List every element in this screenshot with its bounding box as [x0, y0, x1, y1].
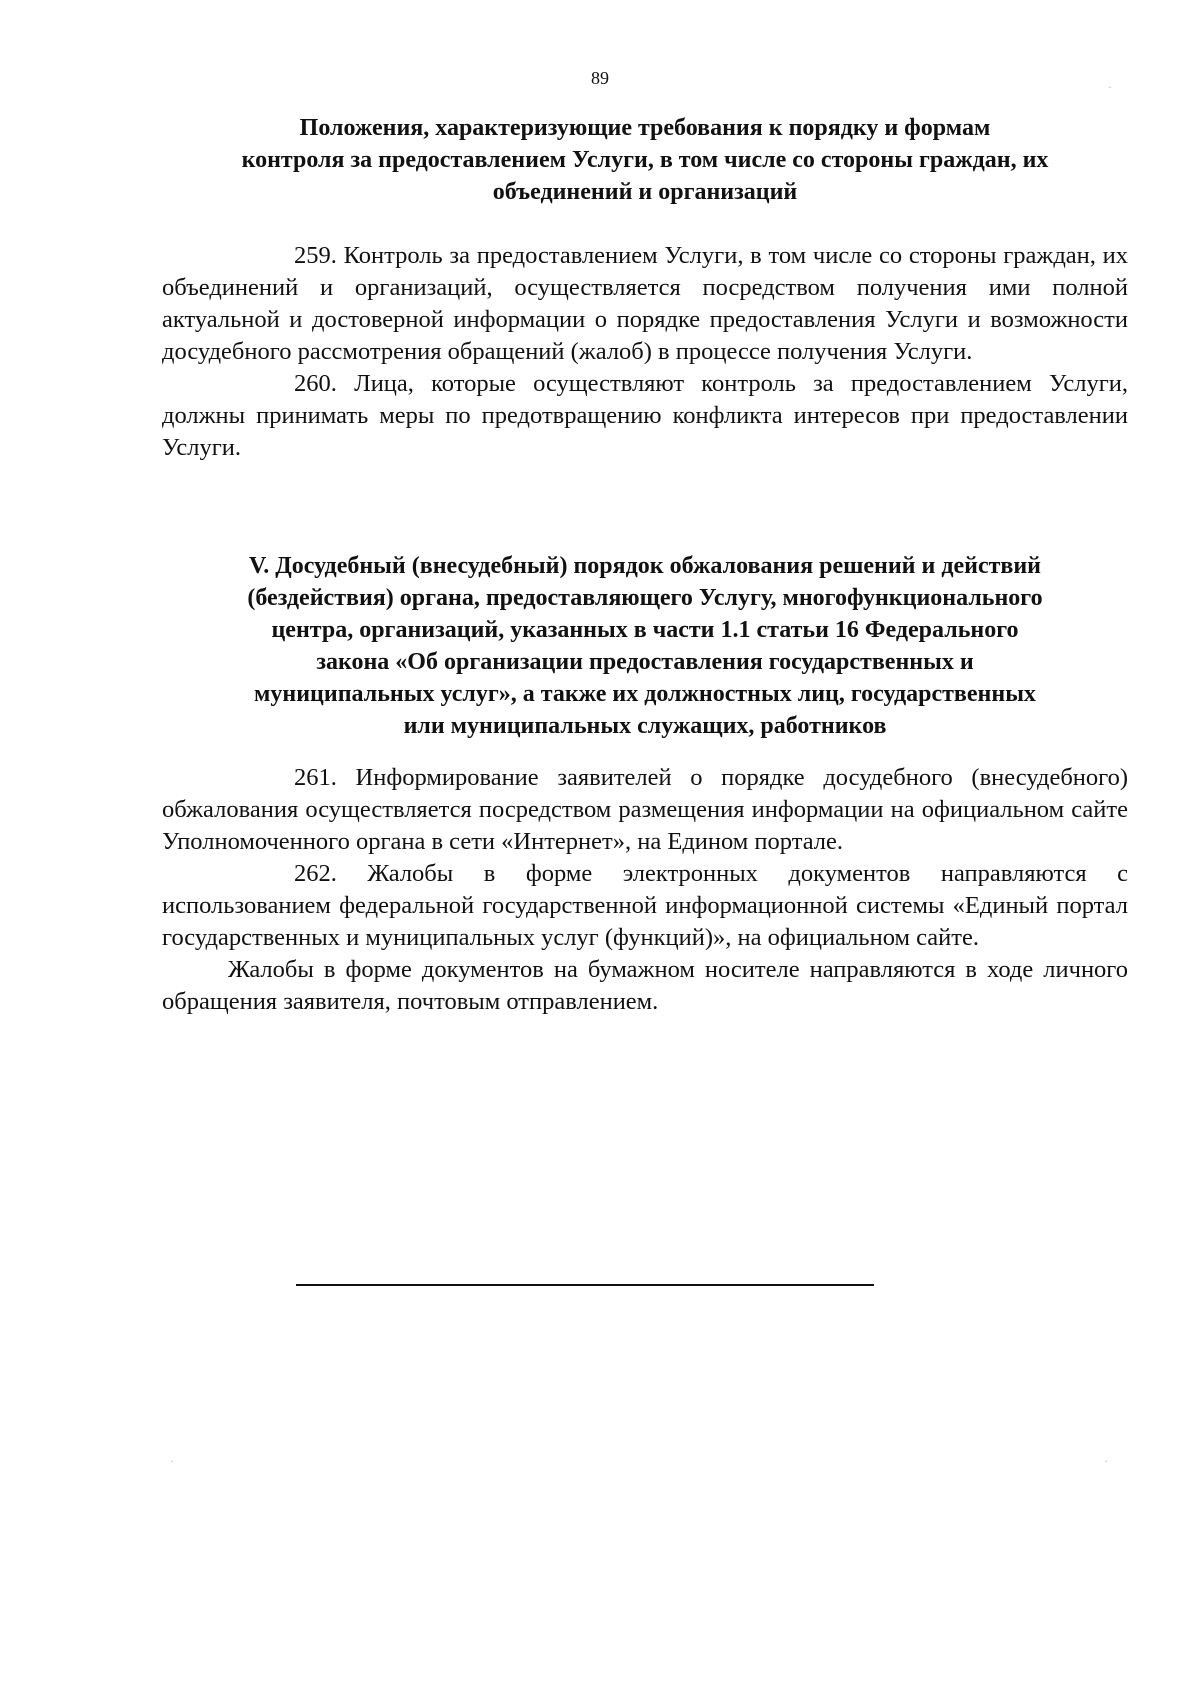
heading-line: V. Досудебный (внесудебный) порядок обжалования решений и действий [248, 553, 1041, 579]
paragraph-259 [162, 240, 1128, 368]
paragraph-number: 260. [294, 370, 337, 397]
heading-line: закона «Об организации предоставления государственных и [316, 649, 974, 675]
heading-line: муниципальных услуг», а также их должностных лиц, государственных [254, 681, 1036, 707]
paragraph-text: Информирование заявителей о порядке досудебного (внесудебного) обжалования осуществляется посредством размещения информации на официальном сайте Уполномоченного органа в сети «Интернет», на Едином портале. [162, 764, 1129, 855]
paragraph-text: Жалобы в форме документов на бумажном носителе направляются в ходе личного обращения заявителя, почтовым отправлением. [162, 956, 1128, 1015]
scan-mark: · [1104, 1454, 1108, 1468]
closing-rule [296, 1284, 874, 1286]
paragraph-number: 261. [294, 764, 337, 791]
paragraph-number: 259. [294, 242, 337, 269]
paragraph-complaints-paper [162, 954, 1128, 1018]
heading-line: контроля за предоставлением Услуги, в том числе со стороны граждан, их [241, 147, 1049, 173]
heading-line: объединений и организаций [492, 179, 798, 205]
paragraph-261 [162, 762, 1128, 858]
paragraph-text: Контроль за предоставлением Услуги, в том числе со стороны граждан, их объединений и организаций, осуществляется посредством получения ими полной актуальной и достоверной информации о порядке предоставления Услуги и возможности досудебного рассмотрения обращений (жалоб) в процессе получения Услуги. [162, 242, 1129, 365]
paragraph-text: Жалобы в форме электронных документов направляются с использованием федеральной государственной информационной системы «Единый портал государственных и муниципальных услуг (функций)», на официальном сайте. [162, 860, 1128, 951]
section-2-heading [162, 550, 1128, 742]
heading-line: или муниципальных служащих, работников [403, 713, 887, 739]
section-1-body [162, 240, 1128, 464]
paragraph-262 [162, 858, 1128, 954]
paragraph-260 [162, 368, 1128, 464]
heading-line: центра, организаций, указанных в части 1.1 статьи 16 Федерального [271, 617, 1019, 643]
heading-line: Положения, характеризующие требования к порядку и формам [299, 115, 991, 141]
section-2-body [162, 762, 1128, 1018]
paragraph-number: 262. [294, 860, 337, 887]
paragraph-text: Лица, которые осуществляют контроль за предоставлением Услуги, должны принимать меры по предотвращению конфликта интересов при предоставлении Услуги. [162, 370, 1129, 461]
heading-line: (бездействия) органа, предоставляющего Услугу, многофункционального [247, 585, 1043, 611]
scan-mark: · [1108, 80, 1112, 94]
scan-mark: · [170, 1454, 174, 1468]
page-number: 89 [591, 68, 609, 88]
section-1-heading [162, 112, 1128, 208]
